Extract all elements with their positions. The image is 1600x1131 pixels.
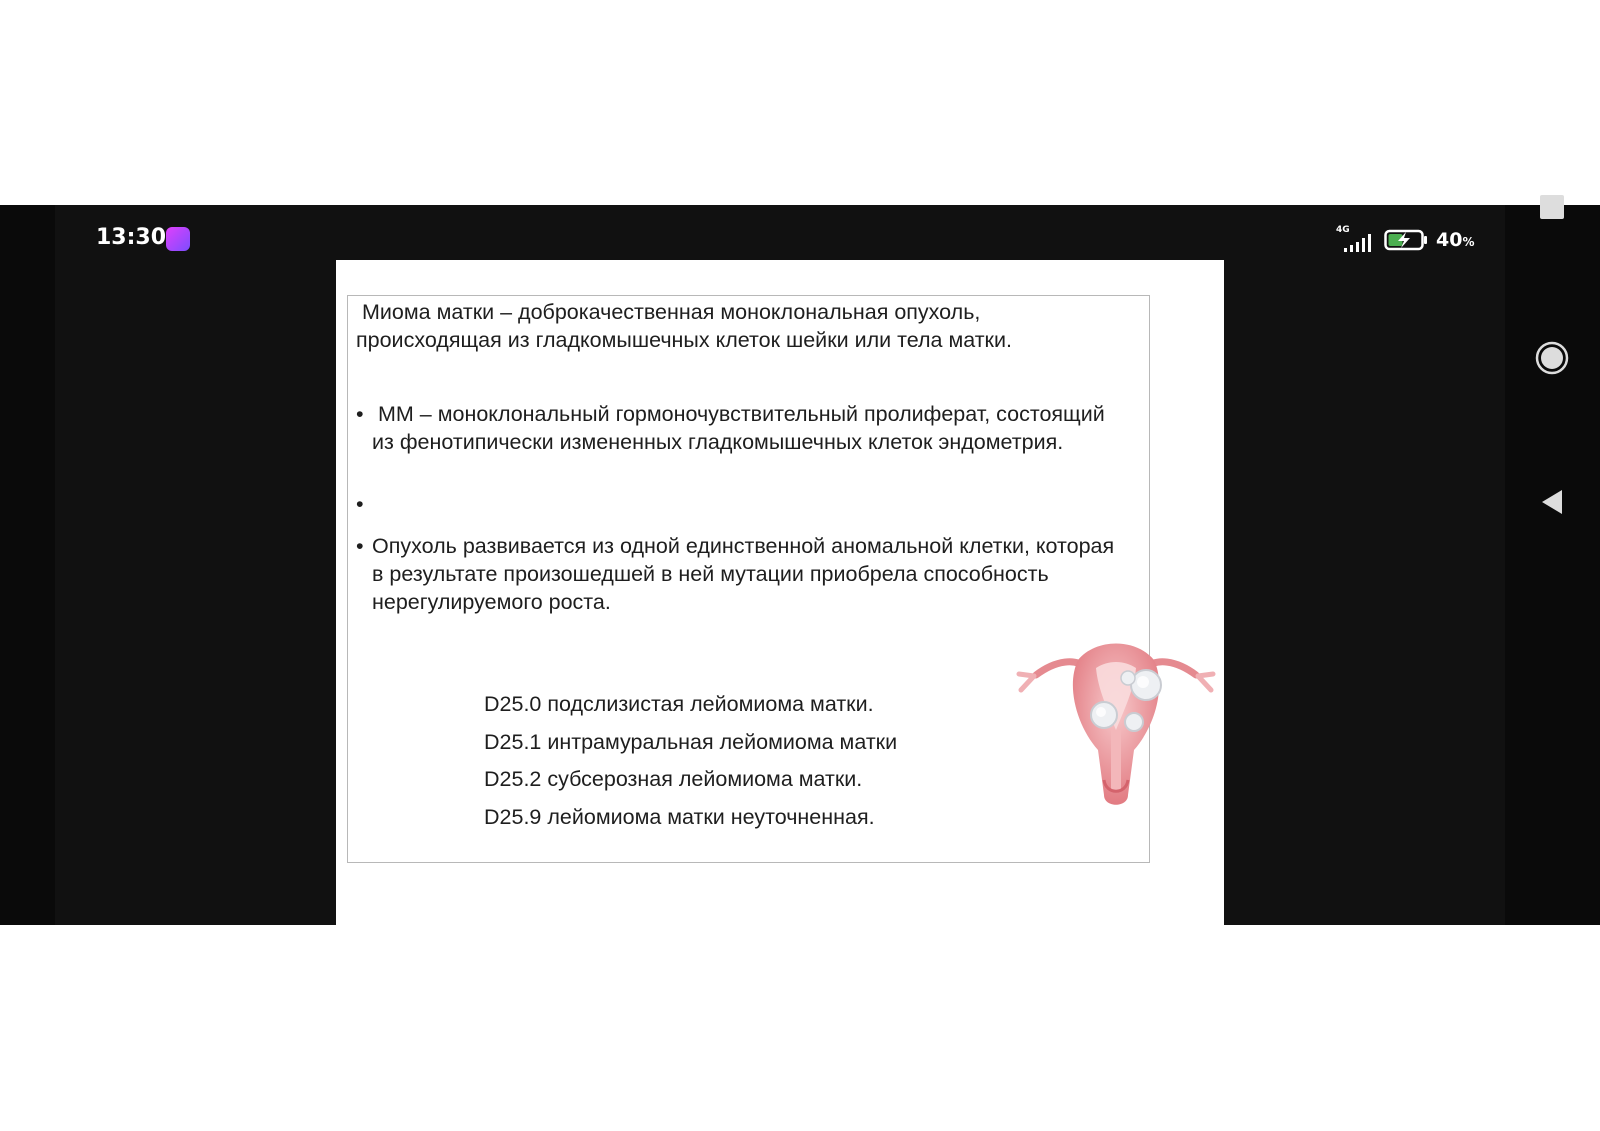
bullet-text: Опухоль развивается из одной единственной аномальной клетки, которая в результате произошедшей в ней мутации приобрела способность нерегулируемого роста. [372,534,1115,614]
icd-code-item: D25.0 подслизистая лейомиома матки. [484,692,874,716]
definition-text [356,298,1116,354]
definition-line-2: происходящая из гладкомышечных клеток шейки или тела матки. [356,328,1012,352]
signal-icon [1342,233,1374,253]
app-notification-icon [166,227,190,251]
icd-code-item: D25.1 интрамуральная лейомиома матки [484,729,898,754]
battery-percent-value: 40 [1436,229,1463,251]
icd-code-item: D25.2 субсерозная лейомиома матки. [484,767,863,791]
icd-code-item: D25.9 лейомиома матки неуточненная. [484,804,875,829]
right-bezel [1505,205,1600,925]
status-right-group [1334,227,1474,253]
definition-line-1: Миома матки – доброкачественная моноклональная опухоль, [362,300,981,324]
home-button[interactable] [1535,341,1569,375]
battery-percent [1436,229,1474,251]
battery-icon [1384,229,1428,251]
uterus-fibroids-illustration [1016,630,1216,820]
back-button[interactable] [1538,487,1568,517]
phone-screen [0,205,1600,925]
bullet-symbol: • [356,402,364,426]
status-time: 13:30 [96,225,167,250]
recents-button[interactable] [1540,195,1564,219]
bullet-symbol: • [356,534,364,558]
bullet-text: ММ – моноклональный гормоночувствительный пролиферат, состоящий из фенотипически измененных гладкомышечных клеток эндометрия. [372,402,1105,454]
icd-codes-list [484,690,1004,840]
left-bezel [0,205,55,925]
battery-percent-sign: % [1462,235,1475,249]
network-type-label: 4G [1336,225,1350,235]
bullet-symbol: • [356,492,364,516]
presentation-slide [336,260,1224,925]
